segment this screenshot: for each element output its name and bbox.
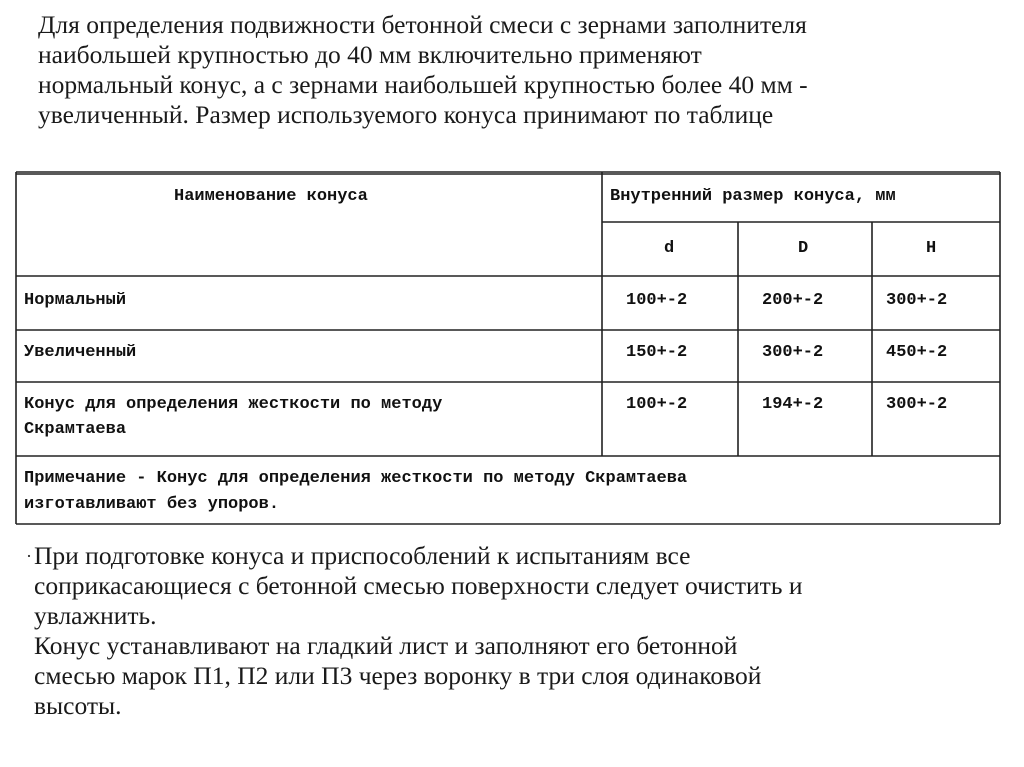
- cone-size-table: [14, 170, 1002, 530]
- row-enlarged-D: 300+-2: [762, 343, 824, 362]
- row-normal-d: 100+-2: [626, 291, 688, 310]
- row-normal-D: 200+-2: [762, 291, 824, 310]
- header-col-d: d: [664, 239, 675, 258]
- outro-line: Конус устанавливают на гладкий лист и заполняют его бетонной: [34, 631, 738, 660]
- intro-line: нормальный конус, а с зернами наибольшей крупностью более 40 мм -: [38, 70, 808, 99]
- outro-paragraph: [34, 541, 994, 721]
- row-enlarged-name: Увеличенный: [24, 343, 137, 362]
- outro-line: соприкасающиеся с бетонной смесью поверхности следует очистить и: [34, 571, 803, 600]
- table-note-line2: изготавливают без упоров.: [24, 495, 280, 514]
- row-stiffness-name-line1: Конус для определения жесткости по методу: [24, 395, 443, 414]
- row-stiffness-name-line2: Скрамтаева: [24, 420, 127, 439]
- header-cone-name: Наименование конуса: [174, 187, 368, 206]
- intro-line: увеличенный. Размер используемого конуса принимают по таблице: [38, 100, 774, 129]
- outro-line: При подготовке конуса и приспособлений к испытаниям все: [34, 541, 691, 570]
- row-enlarged-d: 150+-2: [626, 343, 688, 362]
- header-col-H: H: [926, 239, 937, 258]
- row-stiffness-d: 100+-2: [626, 395, 688, 414]
- intro-paragraph: [38, 10, 1008, 153]
- outro-line: увлажнить.: [34, 601, 157, 630]
- outro-line: смесью марок П1, П2 или П3 через воронку в три слоя одинаковой: [34, 661, 762, 690]
- outro-line: высоты.: [34, 691, 122, 720]
- bullet-mark: ·: [26, 546, 32, 566]
- row-normal-H: 300+-2: [886, 291, 948, 310]
- intro-line: Для определения подвижности бетонной смеси с зернами заполнителя: [38, 10, 807, 39]
- row-normal-name: Нормальный: [24, 291, 127, 310]
- row-enlarged-H: 450+-2: [886, 343, 948, 362]
- table-note-line1: Примечание - Конус для определения жесткости по методу Скрамтаева: [24, 469, 688, 488]
- intro-line: наибольшей крупностью до 40 мм включительно применяют: [38, 40, 702, 69]
- header-col-D: D: [798, 239, 809, 258]
- row-stiffness-H: 300+-2: [886, 395, 948, 414]
- row-stiffness-D: 194+-2: [762, 395, 824, 414]
- header-inner-size: Внутренний размер конуса, мм: [610, 187, 896, 206]
